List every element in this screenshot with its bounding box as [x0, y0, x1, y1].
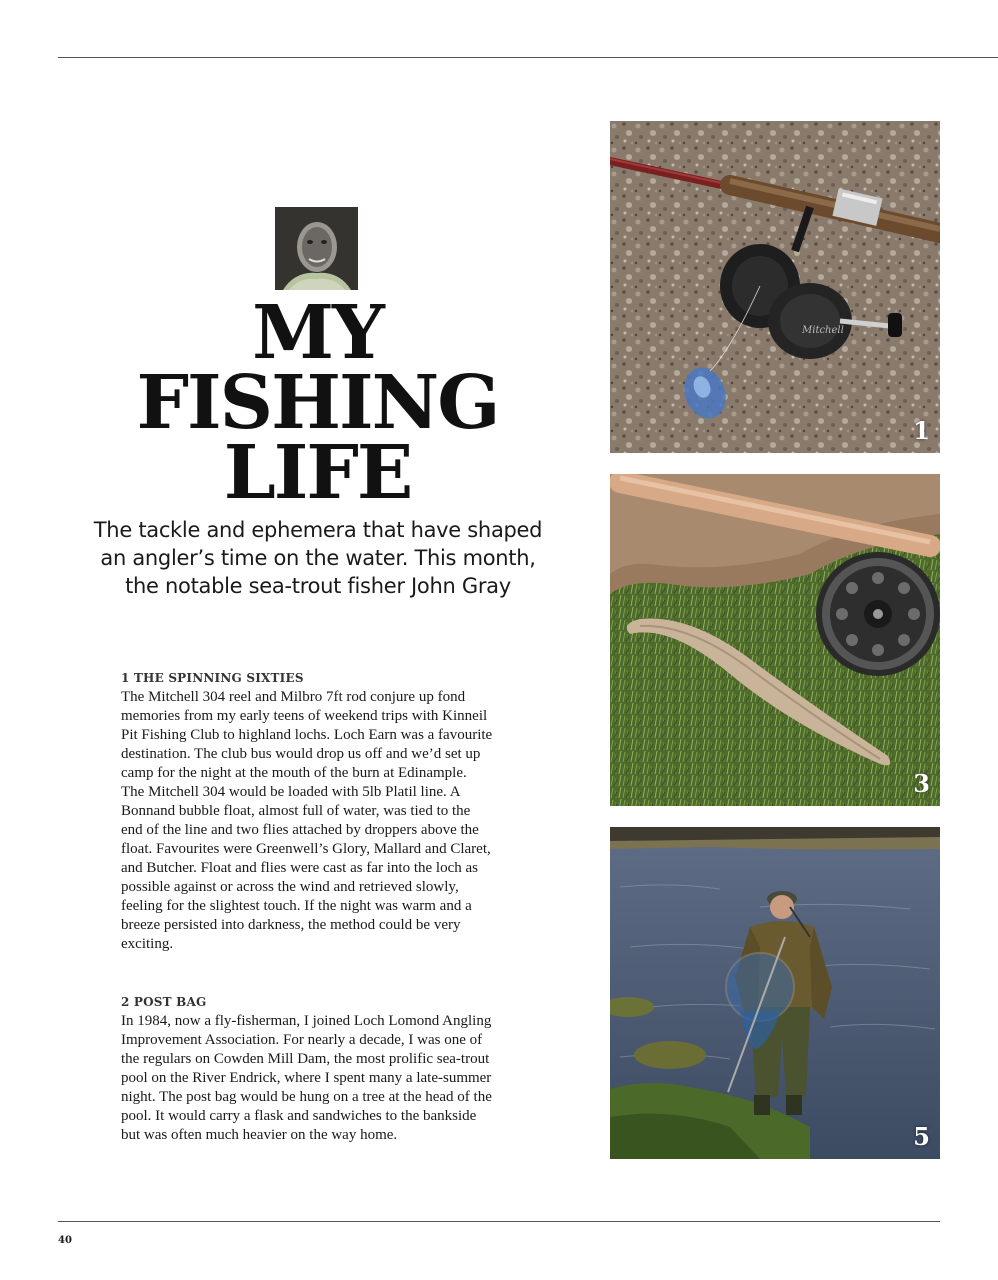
photo-number: 3	[913, 769, 930, 798]
title-line-2: FISHING	[136, 360, 499, 446]
photo-fly-reel-and-priest	[610, 474, 940, 806]
page-number: 40	[58, 1235, 72, 1246]
section-post-bag	[121, 993, 493, 1145]
photo-mitchell-reel	[610, 121, 940, 453]
photo-number: 1	[913, 416, 930, 445]
photo-number: 5	[913, 1122, 930, 1151]
author-portrait	[275, 207, 358, 290]
photo-angler-by-river	[610, 827, 940, 1159]
section-spinning-sixties	[121, 669, 493, 954]
standfirst: The tackle and ephemera that have shaped an angler’s time on the water. This month, the notable sea-trout fisher John Gray	[93, 518, 543, 598]
section-heading: 2 POST BAG	[121, 995, 207, 1009]
bottom-rule	[58, 1221, 940, 1222]
reel-brand-label: Mitchell	[802, 325, 844, 336]
title-line-3: LIFE	[223, 430, 412, 516]
top-rule	[58, 57, 998, 58]
section-heading: 1 THE SPINNING SIXTIES	[121, 671, 304, 685]
page-title	[95, 290, 540, 516]
section-body: The Mitchell 304 reel and Milbro 7ft rod conjure up fond memories from my early teens of weekend trips with Kinneil Pit Fishing Club to highland lochs. Loch Earn was a favourite destination. The club bus would drop us off and we’d set up camp for the night at the mouth of the burn at Edinample. The Mitchell 304 would be loaded with 5lb Platil line. A Bonnand bubble float, almost full of water, was tied to the end of the line and two flies attached by droppers above the float. Favourites were Greenwell’s Glory, Mallard and Claret, and Butcher. Float and flies were cast as far into the loch as possible against or across the wind and retrieved slowly, feeling for the slightest touch. If the night was warm and a breeze persisted into darkness, the method could be very exciting.	[121, 689, 493, 952]
title-line-1: MY	[252, 290, 383, 376]
section-body: In 1984, now a fly-fisherman, I joined Loch Lomond Angling Improvement Association. For nearly a decade, I was one of the regulars on Cowden Mill Dam, the most prolific sea-trout pool on the River Endrick, where I spent many a late-summer night. The post bag would be hung on a tree at the head of the pool. It would carry a flask and sandwiches to the bankside but was often much heavier on the way home.	[121, 1013, 492, 1143]
